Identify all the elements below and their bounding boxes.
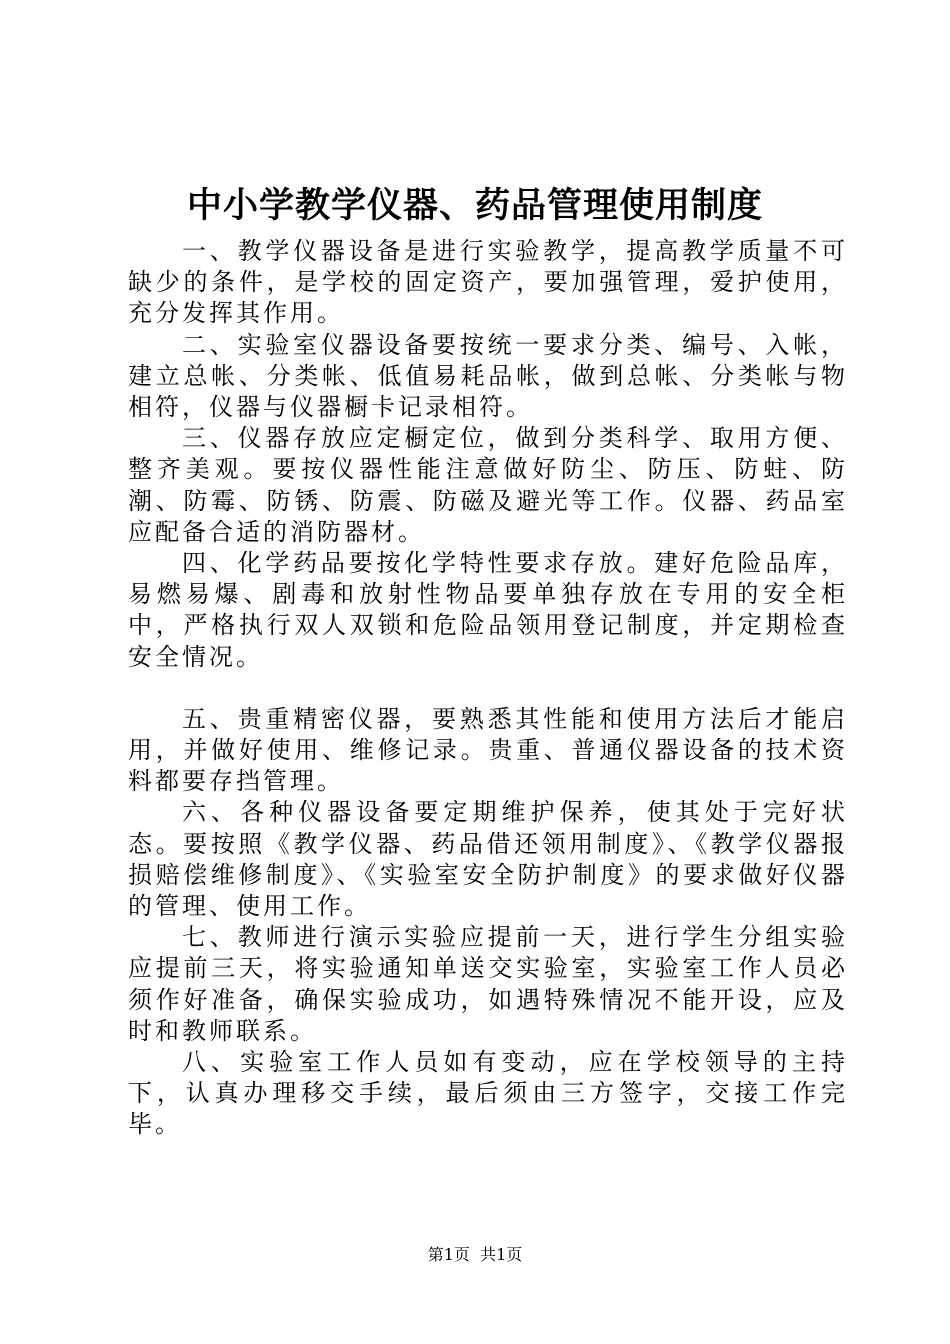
paragraph-5: 五、贵重精密仪器，要熟悉其性能和使用方法后才能启用，并做好使用、维修记录。贵重、普通仪器设备的技术资料都要存挡管理。 bbox=[128, 704, 848, 796]
paragraph-4: 四、化学药品要按化学特性要求存放。建好危险品库，易燃易爆、剧毒和放射性物品要单独存放在专用的安全柜中，严格执行双人双锁和危险品领用登记制度，并定期检查安全情况。 bbox=[128, 549, 848, 671]
paragraph-1: 一、教学仪器设备是进行实验教学，提高教学质量不可缺少的条件，是学校的固定资产，要加强管理，爱护使用，充分发挥其作用。 bbox=[128, 237, 848, 328]
document-body bbox=[128, 236, 848, 1141]
document-title: 中小学教学仪器、药品管理使用制度 bbox=[186, 185, 763, 226]
page-number-footer: 第1页 共1页 bbox=[427, 1245, 523, 1264]
paragraph-8: 八、实验室工作人员如有变动，应在学校领导的主持下，认真办理移交手续，最后须由三方签字，交接工作完毕。 bbox=[128, 1048, 848, 1139]
paragraph-3: 三、仪器存放应定橱定位，做到分类科学、取用方便、整齐美观。要按仪器性能注意做好防尘、防压、防蛀、防潮、防霉、防锈、防震、防磁及避光等工作。仪器、药品室应配备合适的消防器材。 bbox=[128, 424, 848, 546]
paragraph-7: 七、教师进行演示实验应提前一天，进行学生分组实验应提前三天，将实验通知单送交实验室，实验室工作人员必须作好准备，确保实验成功，如遇特殊情况不能开设，应及时和教师联系。 bbox=[128, 923, 848, 1045]
paragraph-2: 二、实验室仪器设备要按统一要求分类、编号、入帐，建立总帐、分类帐、低值易耗品帐，做到总帐、分类帐与物相符，仪器与仪器橱卡记录相符。 bbox=[128, 330, 848, 422]
paragraph-6: 六、各种仪器设备要定期维护保养，使其处于完好状态。要按照《教学仪器、药品借还领用制度》、《教学仪器报损赔偿维修制度》、《实验室安全防护制度》的要求做好仪器的管理、使用工作。 bbox=[128, 798, 848, 921]
